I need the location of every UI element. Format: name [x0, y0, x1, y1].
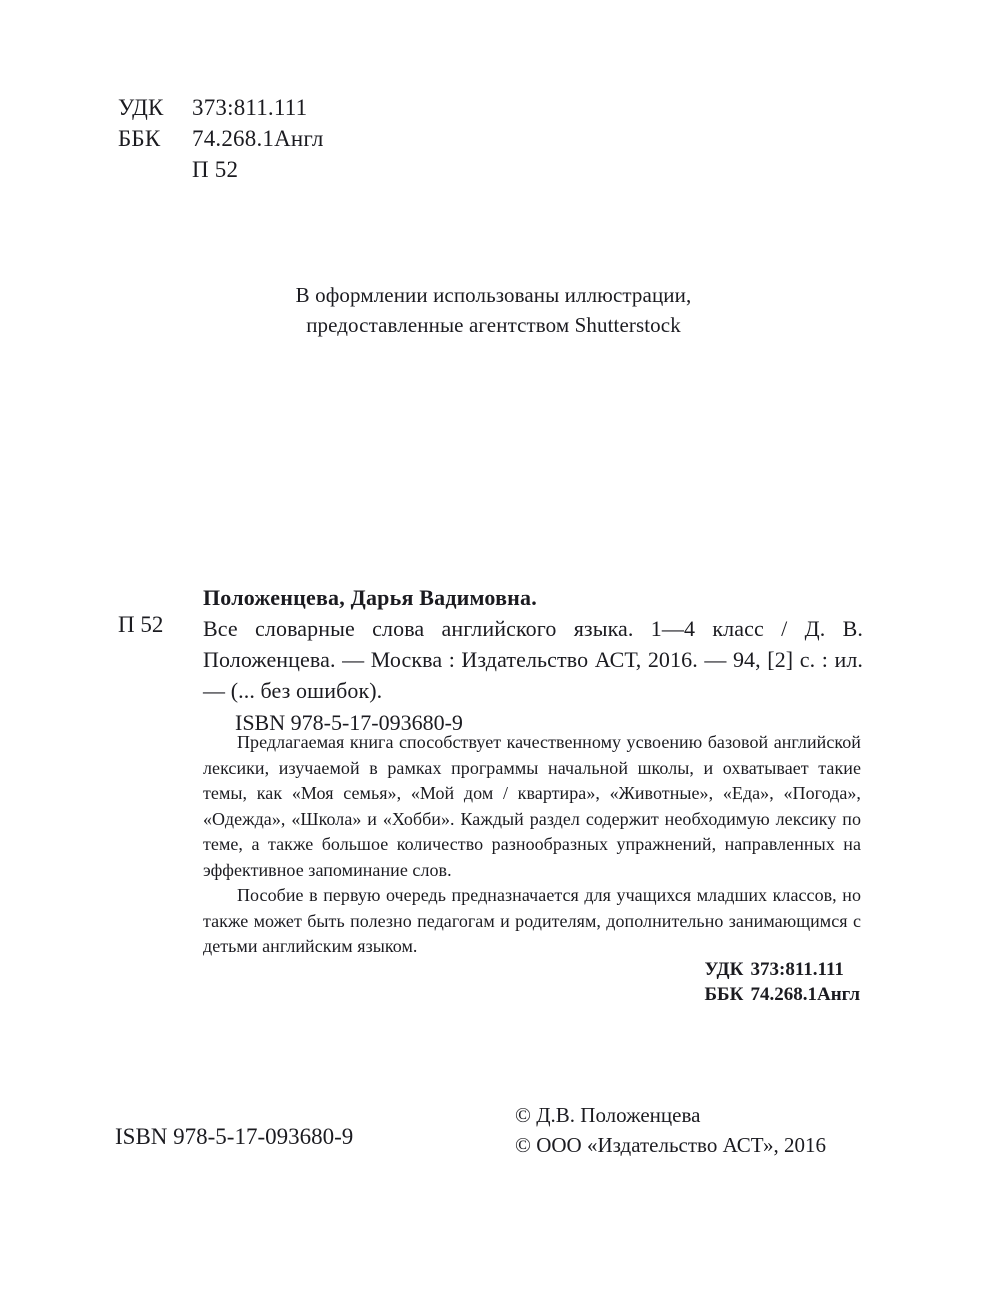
copyright-publisher: © ООО «Издательство АСТ», 2016 — [515, 1133, 826, 1157]
record-body — [203, 583, 863, 738]
footer-copyright — [515, 1100, 826, 1160]
udk-value: 373:811.111 — [192, 95, 308, 120]
shelfmark-value: П 52 — [192, 157, 239, 182]
annotation-paragraph-2: Пособие в первую очередь предназначается для учащихся младших классов, но также может быть полезно педагогам и родителям, дополнительно занимающимся с детьми английским языком. — [203, 885, 861, 956]
bbk-label-bottom: ББК — [704, 984, 744, 1005]
classification-block-bottom — [705, 957, 861, 1007]
record-isbn: ISBN 978-5-17-093680-9 — [235, 710, 463, 735]
illustration-credits — [0, 280, 987, 340]
record-shelfmark: П 52 — [118, 612, 164, 637]
copyright-author: © Д.В. Положенцева — [515, 1103, 701, 1127]
footer-isbn: ISBN 978-5-17-093680-9 — [115, 1124, 354, 1149]
classification-bottom-row-udk — [705, 957, 861, 982]
udk-value-bottom: 373:811.111 — [750, 959, 844, 980]
bibliographic-record — [118, 583, 863, 738]
udk-label-bottom: УДК — [704, 959, 744, 980]
record-description: Все словарные слова английского языка. 1—4 класс / Д. В. Положенцева. — Москва : Издательство АСТ, 2016. — 94, [2] с. : ил. — (... без ошибок). — [203, 616, 863, 703]
classification-row-udk — [118, 92, 324, 123]
record-author: Положенцева, Дарья Вадимовна. — [203, 585, 537, 610]
bbk-value: 74.268.1Англ — [192, 126, 324, 151]
classification-block-top — [118, 92, 324, 185]
bbk-value-bottom: 74.268.1Англ — [750, 984, 860, 1005]
classification-row-shelfmark — [118, 154, 324, 185]
credits-line-2: предоставленные агентством Shutterstock — [306, 313, 681, 337]
annotation-paragraph-1: Предлагаемая книга способствует качественному усвоению базовой английской лексики, изучаемой в рамках программы начальной школы, и охватывает такие темы, как «Моя семья», «Мой дом / квартира», «Животные», «Еда», «Погода», «Одежда», «Школа» и «Хобби». Каждый раздел содержит необходимую лексику по теме, а также большое количество разнообразных упражнений, направленных на эффективное запоминание слов. — [203, 732, 861, 880]
udk-label: УДК — [118, 95, 164, 120]
credits-line-1: В оформлении использованы иллюстрации, — [295, 283, 692, 307]
bbk-label: ББК — [118, 126, 161, 151]
classification-bottom-row-bbk — [705, 982, 861, 1007]
annotation-text — [203, 730, 861, 960]
classification-row-bbk — [118, 123, 324, 154]
